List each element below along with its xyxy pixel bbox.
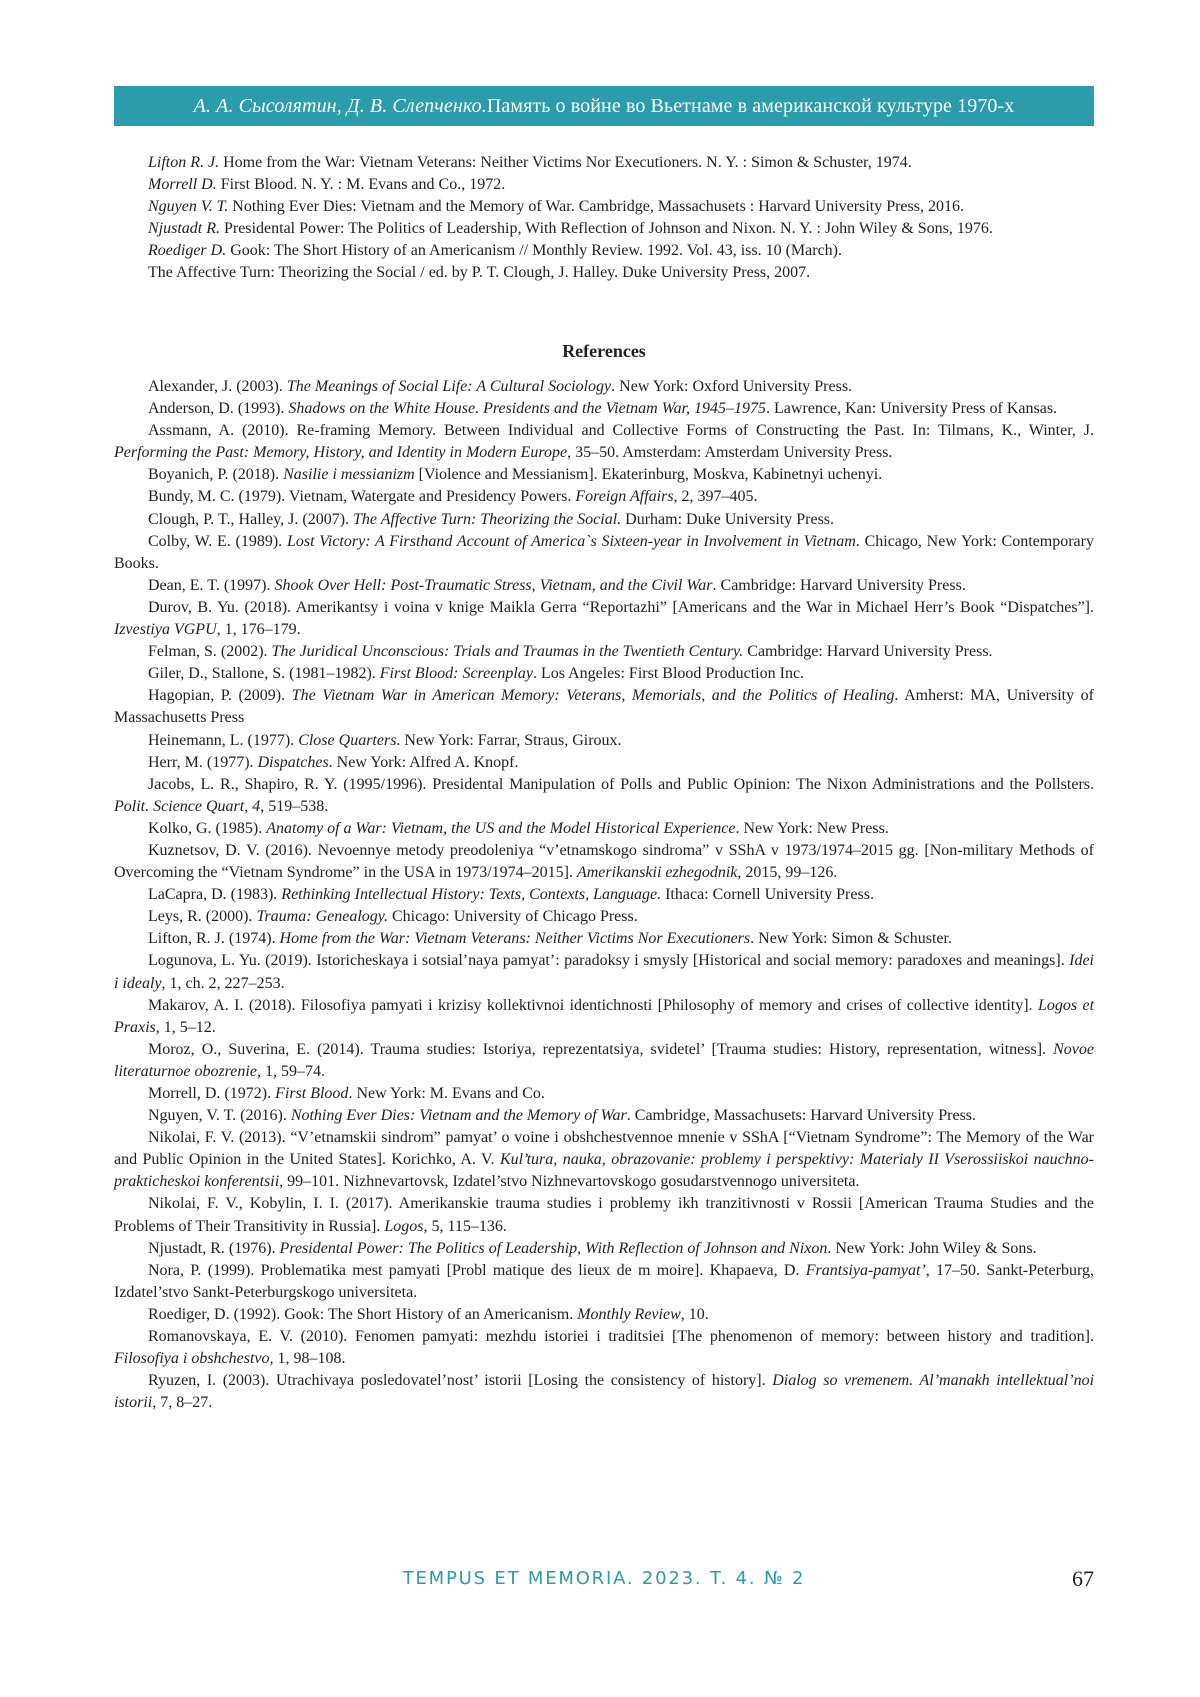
source-entry [114, 174, 1094, 196]
reference-entry [114, 1238, 1094, 1260]
reference-entry [114, 531, 1094, 575]
reference-lead: Bundy, M. C. (1979). Vietnam, Watergate and Presidency Powers. [148, 488, 576, 506]
reference-lead: Hagopian, P. (2009). [148, 687, 292, 705]
reference-tail: . New York: New Press. [735, 819, 889, 837]
source-author: Roediger D. [148, 242, 227, 260]
reference-lead: Nguyen, V. T. (2016). [148, 1107, 291, 1125]
references-list [114, 376, 1094, 1414]
reference-entry [114, 1370, 1094, 1414]
reference-title: Lost Victory: A Firsthand Account of America`s Sixteen-year in Involvement in Vietnam [286, 532, 856, 550]
reference-tail: . Amherst: MA, University of Massachusetts Press [114, 687, 1095, 727]
reference-tail: , 10. [680, 1305, 709, 1323]
reference-title: Nasilie i messianizm [283, 466, 415, 484]
reference-title: Trauma: Genealogy. [256, 908, 388, 926]
reference-lead: LaCapra, D. (1983). [148, 886, 282, 904]
reference-entry [114, 398, 1094, 420]
source-details: Home from the War: Vietnam Veterans: Neither Victims Nor Executioners. N. Y. : Simon & Schuster, 1974. [219, 154, 912, 171]
reference-entry [114, 1039, 1094, 1083]
source-entry [114, 240, 1094, 262]
source-author: Njustadt R. [148, 220, 221, 238]
reference-entry [114, 685, 1094, 729]
reference-entry [114, 1260, 1094, 1304]
reference-lead: Nikolai, F. V., Kobylin, I. I. (2017). Amerikanskie trauma studies i problemy ikh tranzitivnosti v Rossii [American Trauma Studies and the Problems of Their Transitivity in Russia]. [114, 1195, 1094, 1235]
reference-entry [114, 928, 1094, 950]
reference-lead: Njustadt, R. (1976). [148, 1239, 280, 1257]
reference-tail: . New York: John Wiley & Sons. [827, 1239, 1037, 1257]
reference-title: Nothing Ever Dies: Vietnam and the Memory of War [290, 1107, 627, 1125]
source-author: Nguyen V. T. [148, 198, 229, 216]
reference-tail: , 5, 115–136. [423, 1217, 507, 1235]
reference-lead: Clough, P. T., Halley, J. (2007). [148, 510, 354, 528]
reference-lead: Nora, P. (1999). Problematika mest pamyati [Probl matique des lieux de m moire]. Khapaeva, D. [148, 1261, 806, 1279]
reference-tail: . Cambridge: Harvard University Press. [712, 576, 966, 594]
reference-tail: . Lawrence, Kan: University Press of Kansas. [766, 400, 1058, 418]
reference-entry [114, 995, 1094, 1039]
reference-lead: Jacobs, L. R., Shapiro, R. Y. (1995/1996). Presidental Manipulation of Polls and Public Opinion: The Nixon Administrations and the Pollsters. [148, 775, 1094, 793]
reference-title: Foreign Affairs [575, 488, 674, 506]
reference-entry [114, 730, 1094, 752]
reference-entry [114, 509, 1094, 531]
reference-lead: Assmann, A. (2010). Re-framing Memory. Between Individual and Collective Forms of Constructing the Past. In: Tilmans, K., Winter, J. [148, 422, 1094, 440]
running-header-title: Память о войне во Вьетнаме в американской культуре 1970-х [486, 94, 1015, 117]
reference-entry [114, 774, 1094, 818]
reference-title: Close Quarters [298, 731, 397, 749]
source-details: Gook: The Short History of an Americanism // Monthly Review. 1992. Vol. 43, iss. 10 (March). [226, 242, 843, 260]
source-entry [114, 218, 1094, 240]
reference-lead: Roediger, D. (1992). Gook: The Short History of an Americanism. [148, 1305, 578, 1323]
reference-title: Polit. Science Quart, 4 [114, 797, 261, 815]
reference-title: Rethinking Intellectual History: Texts, Contexts, Language. [281, 886, 662, 904]
reference-title: Filosofiya i obshchestvo [114, 1350, 270, 1368]
reference-title: Presidental Power: The Politics of Leadership, With Reflection of Johnson and Nixon [279, 1239, 828, 1257]
reference-entry [114, 884, 1094, 906]
reference-entry [114, 1193, 1094, 1237]
reference-tail: . Cambridge, Massachusets: Harvard University Press. [626, 1107, 977, 1125]
reference-tail: 99–101. Nizhnevartovsk, Izdatel’stvo Nizhnevartovskogo gosudarstvennogo universiteta. [283, 1173, 860, 1191]
reference-title: Dispatches [257, 753, 329, 771]
reference-lead: Boyanich, P. (2018). [148, 466, 284, 484]
sources-list [114, 152, 1094, 285]
reference-lead: Makarov, A. I. (2018). Filosofiya pamyati i krizisy kollektivnoi identichnosti [Philosophy of memory and crises of collective identity]. [148, 996, 1038, 1014]
reference-title: Logos et Praxis [114, 996, 1095, 1036]
reference-tail: [Violence and Messianism]. Ekaterinburg, Moskva, Kabinetnyi uchenyi. [414, 466, 883, 484]
reference-tail: Chicago: University of Chicago Press. [387, 908, 638, 926]
reference-lead: Nikolai, F. V. (2013). “V’etnamskii sindrom” pamyat’ o voine i obshchestvennoe mnenie v SShA [“Vietnam Syndrome”: The Memory of the War and Public Opinion in the United States]. Korichko, A. V. [114, 1129, 1094, 1169]
reference-entry [114, 597, 1094, 641]
source-entry [114, 262, 1094, 284]
reference-entry [114, 950, 1094, 994]
reference-tail: , 1, 5–12. [155, 1018, 216, 1036]
source-details: First Blood. N. Y. : M. Evans and Co., 1972. [216, 176, 506, 194]
reference-lead: Logunova, L. Yu. (2019). Istoricheskaya i sotsial’naya pamyat’: paradoksy i smysly [Historical and social memory: paradoxes and meanings]. [148, 952, 1070, 970]
reference-title: Izvestiya VGPU [114, 621, 217, 639]
reference-lead: Durov, B. Yu. (2018). Amerikantsy i voina v knige Maikla Gerra “Reportazhi” [Americans and the War in Michael Herr’s Book “Dispatches”]. [148, 598, 1094, 616]
reference-title: Shook Over Hell: Post-Traumatic Stress, Vietnam, and the Civil War [274, 576, 713, 594]
reference-title: Kul’tura, nauka, obrazovanie: problemy i perspektivy: Materialy II Vserossiiskoi nauchno-prakticheskoi konferentsii, [114, 1151, 1094, 1191]
source-details: Nothing Ever Dies: Vietnam and the Memory of War. Cambridge, Massachusets : Harvard University Press, 2016. [228, 198, 964, 216]
reference-title: Shadows on the White House. Presidents and the Vietnam War, 1945–1975 [288, 400, 767, 418]
reference-title: Dialog so vremenem. Al’manakh intellektual’noi istorii [114, 1372, 1095, 1412]
reference-tail: . New York: Farrar, Straus, Giroux. [396, 731, 622, 749]
reference-tail: . New York: M. Evans and Co. [348, 1085, 545, 1102]
reference-entry [114, 752, 1094, 774]
reference-lead: Morrell, D. (1972). [148, 1085, 276, 1102]
reference-title: First Blood: Screenplay [379, 665, 533, 683]
reference-lead: Alexander, J. (2003). [148, 378, 287, 395]
reference-entry [114, 1304, 1094, 1326]
running-header-authors: А. А. Сысолятин, Д. В. Слепченко. [193, 94, 487, 117]
reference-entry [114, 840, 1094, 884]
reference-entry [114, 464, 1094, 486]
reference-lead: Kuznetsov, D. V. (2016). Nevoennye metody preodoleniya “v’etnamskogo sindroma” v SShA v 1973/1974–2015 gg. [Non-military Methods of Overcoming the “Vietnam Syndrome” in the USA in 1973/1974–2015]. [114, 841, 1094, 882]
reference-title: Anatomy of a War: Vietnam, the US and the Model Historical Experience [266, 819, 736, 837]
reference-entry [114, 486, 1094, 508]
reference-tail: . Los Angeles: First Blood Production Inc. [532, 665, 805, 683]
reference-entry [114, 818, 1094, 840]
reference-title: The Affective Turn: Theorizing the Social. [353, 510, 622, 528]
reference-tail: , 7, 8–27. [152, 1394, 213, 1412]
reference-tail: , 1, 176–179. [216, 621, 301, 639]
reference-entry [114, 1105, 1094, 1127]
reference-entry [114, 575, 1094, 597]
reference-lead: Kolko, G. (1985). [148, 819, 267, 837]
source-details: The Affective Turn: Theorizing the Social / ed. by P. T. Clough, J. Halley. Duke University Press, 2007. [148, 264, 811, 282]
reference-tail: , 2015, 99–126. [737, 864, 838, 882]
reference-title: Home from the War: Vietnam Veterans: Neither Victims Nor Executioners [279, 930, 751, 948]
reference-title: Frantsiya-pamyat’ [805, 1261, 926, 1279]
reference-lead: Dean, E. T. (1997). [148, 576, 275, 594]
reference-title: The Vietnam War in American Memory: Veterans, Memorials, and the Politics of Healing [291, 687, 895, 705]
reference-lead: Herr, M. (1977). [148, 753, 258, 771]
reference-lead: Giler, D., Stallone, S. (1981–1982). [148, 665, 380, 683]
source-entry [114, 152, 1094, 174]
source-author: Lifton R. J. [148, 154, 220, 171]
reference-tail: . New York: Alfred A. Knopf. [328, 753, 519, 771]
reference-tail: Cambridge: Harvard University Press. [743, 643, 993, 661]
reference-title: Logos [384, 1217, 424, 1235]
reference-entry [114, 906, 1094, 928]
reference-title: Idei i idealy [114, 952, 1094, 992]
reference-tail: . Chicago, New York: Contemporary Books. [114, 532, 1094, 572]
reference-lead: Anderson, D. (1993). [148, 400, 289, 418]
reference-entry [114, 663, 1094, 685]
reference-lead: Lifton, R. J. (1974). [148, 930, 280, 948]
reference-title: Performing the Past: Memory, History, and Identity in Modern Europe [114, 444, 568, 462]
reference-tail: Durham: Duke University Press. [621, 510, 835, 528]
reference-tail: , 17–50. Sankt-Peterburg, Izdatel’stvo Sankt-Peterburgskogo universiteta. [114, 1261, 1095, 1301]
reference-tail: Ithaca: Cornell University Press. [661, 886, 874, 904]
reference-lead: Felman, S. (2002). [148, 643, 272, 661]
reference-tail: , 519–538. [260, 797, 329, 815]
reference-tail: , 2, 397–405. [673, 488, 758, 506]
reference-entry [114, 641, 1094, 663]
reference-tail: . New York: Oxford University Press. [611, 378, 853, 395]
running-header [114, 86, 1094, 126]
reference-lead: Colby, W. E. (1989). [148, 532, 287, 550]
source-entry [114, 196, 1094, 218]
reference-tail: , 1, 59–74. [256, 1062, 325, 1080]
reference-entry [114, 420, 1094, 464]
reference-entry [114, 376, 1094, 398]
reference-lead: Romanovskaya, E. V. (2010). Fenomen pamyati: mezhdu istoriei i traditsiei [The phenomenon of memory: between history and tradition]. [148, 1328, 1094, 1346]
source-details: Presidental Power: The Politics of Leadership, With Reflection of Johnson and Nixon. N. Y. : John Wiley & Sons, 1976. [220, 220, 993, 238]
reference-lead: Heinemann, L. (1977). [148, 731, 299, 749]
reference-title: The Meanings of Social Life: A Cultural Sociology [286, 378, 612, 395]
reference-title: First Blood [275, 1085, 349, 1102]
reference-lead: Ryuzen, I. (2003). Utrachivaya posledovatel’nost’ istorii [Losing the consistency of history]. [148, 1372, 773, 1390]
reference-title: Amerikanskii ezhegodnik [576, 864, 738, 882]
reference-title: Novoe literaturnoe obozrenie [114, 1040, 1094, 1080]
reference-tail: , 1, ch. 2, 227–253. [161, 974, 285, 992]
reference-title: The Juridical Unconscious: Trials and Traumas in the Twentieth Century. [271, 643, 744, 661]
reference-tail: , 35–50. Amsterdam: Amsterdam University Press. [567, 444, 893, 462]
reference-lead: Moroz, O., Suverina, E. (2014). Trauma studies: Istoriya, reprezentatsiya, svidetel’ [Trauma studies: History, representation, witness]. [148, 1040, 1054, 1058]
source-author: Morrell D. [148, 176, 217, 194]
references-heading: References [562, 341, 646, 361]
page-number: 67 [1072, 1566, 1094, 1591]
reference-tail: . New York: Simon & Schuster. [750, 930, 952, 948]
reference-entry [114, 1083, 1094, 1105]
reference-title: Monthly Review [577, 1305, 681, 1323]
reference-entry [114, 1326, 1094, 1370]
reference-lead: Leys, R. (2000). [148, 908, 257, 926]
journal-footer: TEMPUS ET MEMORIA. 2023. T. 4. № 2 [402, 1568, 806, 1589]
reference-tail: , 1, 98–108. [269, 1350, 346, 1368]
reference-entry [114, 1127, 1094, 1193]
